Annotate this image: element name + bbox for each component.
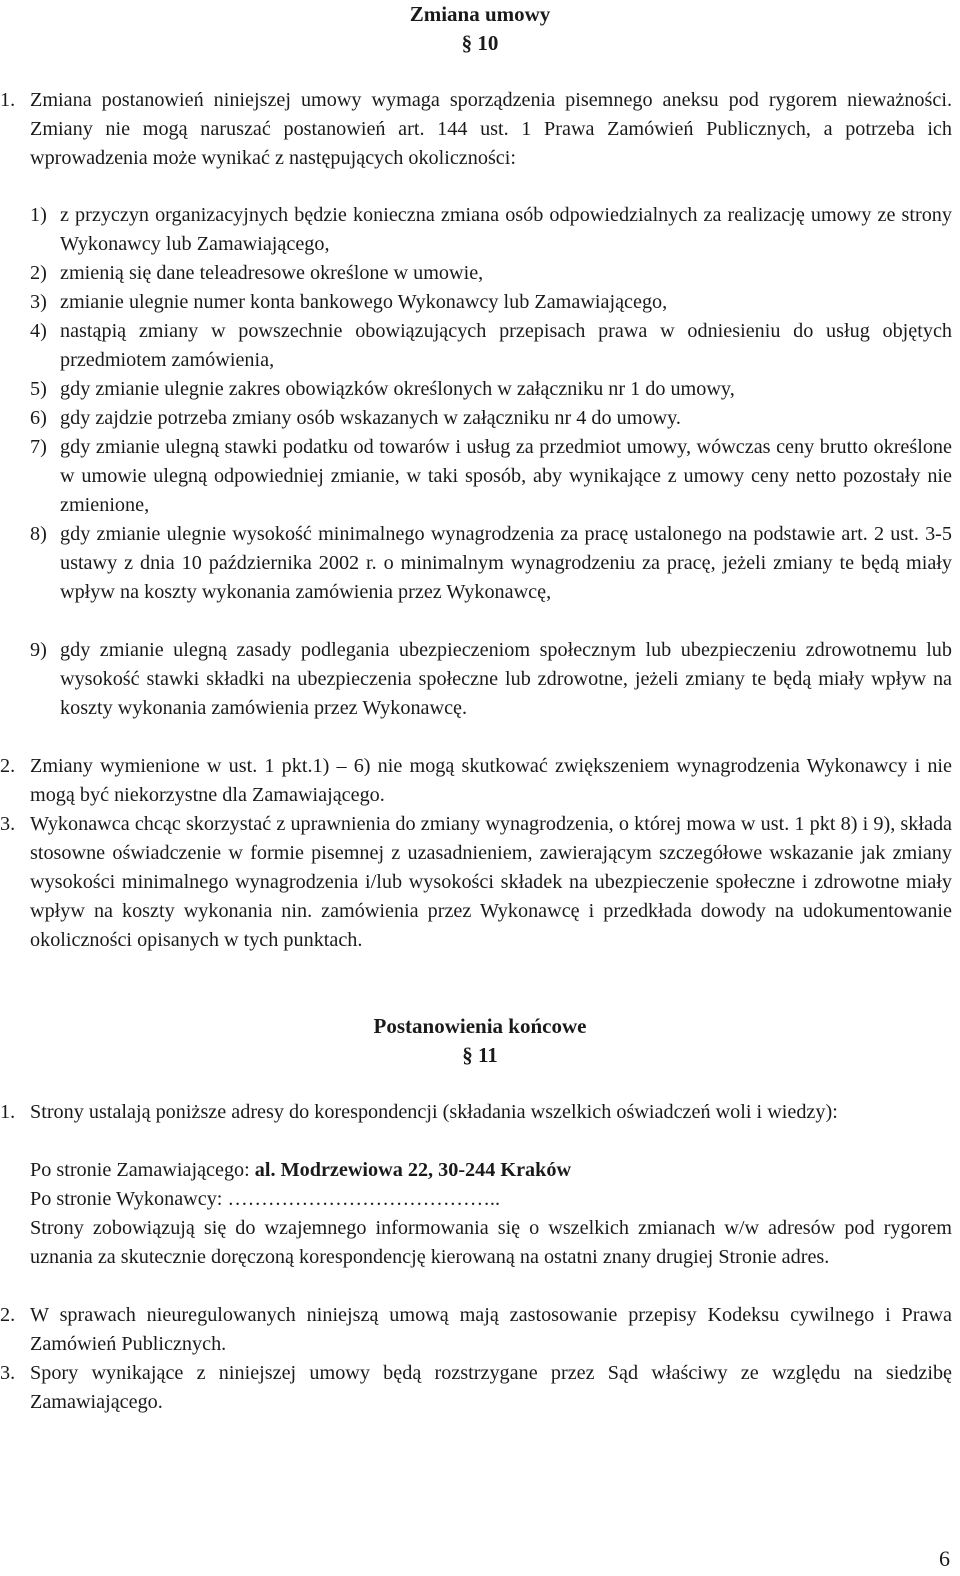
list-item-number: 4) [30,320,47,342]
s10-p3-text: Wykonawca chcąc skorzystać z uprawnienia do zmiany wynagrodzenia, o której mowa w ust. 1 pkt 8) i 9), składa stosowne oświadczenie w formie pisemnej z uzasadnieniem, zawierającym szczegółowe wskazanie jak zmiany wysokości minimalnego wynagrodzenia i/lub wysokości składek na ubezpieczenie społeczne i zdrowotne miały wpływ na koszty wykonania nin. zamówienia przez Wykonawcę i przedkłada dowody na udokumentowanie okoliczności opisanych w tych punktach. [30,813,952,951]
list-item-number: 9) [30,639,47,661]
s10-p1-number: 1. [0,89,16,111]
list-item: gdy zmianie ulegną zasady podlegania ubezpieczeniom społecznym lub ubezpieczeniu zdrowotnemu lub wysokość stawki składki na ubezpieczenia społeczne lub zdrowotne, jeżeli zmiany te będą miały wpływ na koszty wykonania zamówienia przez Wykonawcę. [60,639,952,719]
list-item: gdy zmianie ulegną stawki podatku od towarów i usług za przedmiot umowy, wówczas ceny brutto określone w umowie ulegną odpowiedniej zmianie, w taki sposób, aby wynikające z umowy ceny netto pozostały nie zmienione, [60,436,952,516]
list-item-number: 6) [30,407,47,429]
section-10-number: § 10 [461,31,499,55]
list-item: z przyczyn organizacyjnych będzie konieczna zmiana osób odpowiedzialnych za realizację umowy ze strony Wykonawcy lub Zamawiającego, [60,204,952,255]
list-item: nastąpią zmiany w powszechnie obowiązujących przepisach prawa w odniesieniu do usług objętych przedmiotem zamówienia, [60,320,952,371]
list-item: gdy zmianie ulegnie zakres obowiązków określonych w załączniku nr 1 do umowy, [60,378,735,400]
list-item-number: 7) [30,436,47,458]
s11-p2-text: W sprawach nieuregulowanych niniejszą umową mają zastosowanie przepisy Kodeksu cywilnego i Prawa Zamówień Publicznych. [30,1304,952,1355]
s11-p2-number: 2. [0,1304,16,1326]
s11-p3-number: 3. [0,1362,16,1384]
list-item: gdy zmianie ulegnie wysokość minimalnego wynagrodzenia za pracę ustalonego na podstawie art. 2 ust. 3-5 ustawy z dnia 10 października 2002 r. o minimalnym wynagrodzeniu za pracę, jeżeli zmiany te będą miały wpływ na koszty wykonania zamówienia przez Wykonawcę, [60,523,952,603]
list-item-number: 8) [30,523,47,545]
zamawiajacy-address-line [30,1156,952,1185]
section-11-title: Postanowienia końcowe [373,1014,587,1038]
list-item-number: 1) [30,204,47,226]
list-item-number: 3) [30,291,47,313]
section-10-title: Zmiana umowy [409,2,551,26]
zamawiajacy-label: Po stronie Zamawiającego: [30,1159,255,1181]
s11-p1-number: 1. [0,1101,16,1123]
zamawiajacy-address: al. Modrzewiowa 22, 30-244 Kraków [254,1159,572,1181]
s10-p2-number: 2. [0,755,16,777]
section-11-number: § 11 [462,1043,498,1067]
s11-p3-text: Spory wynikające z niniejszej umowy będą rozstrzygane przez Sąd właściwy ze względu na siedzibę Zamawiającego. [30,1362,952,1413]
list-item: gdy zajdzie potrzeba zmiany osób wskazanych w załączniku nr 4 do umowy. [60,407,681,429]
s11-p1-text: Strony ustalają poniższe adresy do korespondencji (składania wszelkich oświadczeń woli i wiedzy): [30,1101,838,1123]
list-item: zmienią się dane teleadresowe określone w umowie, [60,262,484,284]
wykonawca-address-blank: ………………………………….. [227,1188,500,1210]
wykonawca-label: Po stronie Wykonawcy: [30,1188,228,1210]
s10-p1-text: Zmiana postanowień niniejszej umowy wymaga sporządzenia pisemnego aneksu pod rygorem nieważności. Zmiany nie mogą naruszać postanowień art. 144 ust. 1 Prawa Zamówień Publicznych, a potrzeba ich wprowadzenia może wynikać z następujących okoliczności: [30,89,952,169]
list-item: zmianie ulegnie numer konta bankowego Wykonawcy lub Zamawiającego, [60,291,668,313]
s10-p2-text: Zmiany wymienione w ust. 1 pkt.1) – 6) nie mogą skutkować zwiększeniem wynagrodzenia Wykonawcy i nie mogą być niekorzystne dla Zamawiającego. [30,755,952,806]
page-number: 6 [939,1546,950,1571]
list-item-number: 5) [30,378,47,400]
wykonawca-address-line [30,1185,952,1214]
list-item-number: 2) [30,262,47,284]
s11-p1-text2: Strony zobowiązują się do wzajemnego informowania się o wszelkich zmianach w/w adresów pod rygorem uznania za skutecznie doręczoną korespondencję kierowaną na ostatni znany drugiej Stronie adres. [30,1217,952,1268]
s10-p3-number: 3. [0,813,16,835]
